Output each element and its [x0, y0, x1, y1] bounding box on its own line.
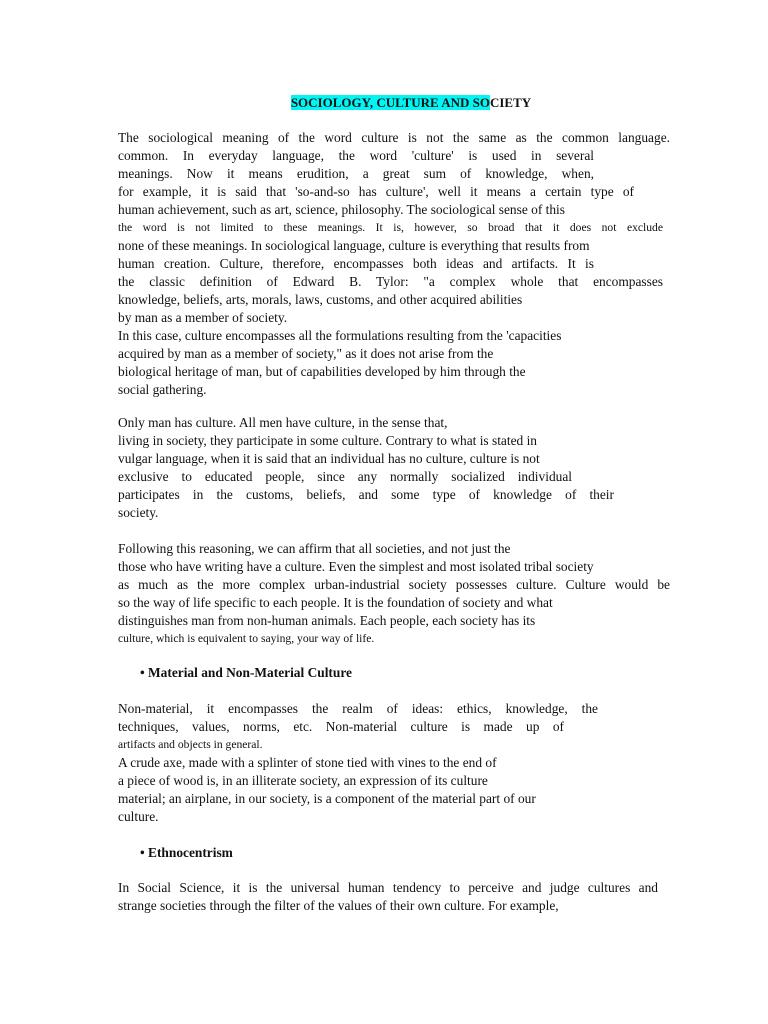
text-line: culture, which is equivalent to saying, your way of life. [118, 632, 375, 645]
text-line: knowledge, beliefs, arts, morals, laws, customs, and other acquired abilities [118, 292, 523, 307]
text-line: vulgar language, when it is said that an individual has no culture, culture is not [118, 451, 540, 466]
text-line: the classic definition of Edward B. Tylor: "a complex whole that encompasses [118, 274, 663, 289]
text-line: the word is not limited to these meanings. It is, however, so broad that it does not exclude [118, 221, 663, 234]
text-line: social gathering. [118, 382, 207, 397]
text-line: In this case, culture encompasses all the formulations resulting from the 'capacities [118, 328, 562, 343]
text-line: a piece of wood is, in an illiterate society, an expression of its culture [118, 773, 488, 788]
section-heading-material-culture: • Material and Non-Material Culture [140, 665, 352, 680]
text-line: society. [118, 505, 159, 520]
text-line: material; an airplane, in our society, is a component of the material part of our [118, 791, 536, 806]
text-line: living in society, they participate in some culture. Contrary to what is stated in [118, 433, 537, 448]
text-line: strange societies through the filter of the values of their own culture. For example, [118, 898, 559, 913]
text-line: human achievement, such as art, science, philosophy. The sociological sense of this [118, 202, 565, 217]
text-line: techniques, values, norms, etc. Non-material culture is made up of [118, 719, 564, 734]
paragraph-non-material-culture [118, 700, 670, 826]
text-line: A crude axe, made with a splinter of stone tied with vines to the end of [118, 755, 497, 770]
paragraph-culture-meaning [118, 129, 670, 399]
text-line: acquired by man as a member of society," as it does not arise from the [118, 346, 494, 361]
paragraph-all-societies [118, 540, 670, 648]
text-line: those who have writing have a culture. Even the simplest and most isolated tribal society [118, 559, 594, 574]
text-line: Only man has culture. All men have culture, in the sense that, [118, 415, 448, 430]
title-highlighted-part: SOCIOLOGY, CULTURE AND SO [290, 95, 490, 110]
text-line: none of these meanings. In sociological language, culture is everything that results from [118, 238, 590, 253]
text-line: meanings. Now it means erudition, a great sum of knowledge, when, [118, 166, 594, 181]
text-line: as much as the more complex urban-industrial society possesses culture. Culture would be [118, 577, 670, 592]
paragraph-only-man-has-culture [118, 414, 670, 522]
text-line: Non-material, it encompasses the realm of ideas: ethics, knowledge, the [118, 701, 598, 716]
text-line: so the way of life specific to each people. It is the foundation of society and what [118, 595, 553, 610]
text-line: distinguishes man from non-human animals. Each people, each society has its [118, 613, 536, 628]
title-rest: CIETY [489, 95, 532, 110]
text-line: human creation. Culture, therefore, encompasses both ideas and artifacts. It is [118, 256, 594, 271]
text-line: In Social Science, it is the universal human tendency to perceive and judge cultures and [118, 880, 658, 895]
text-line: for example, it is said that 'so-and-so has culture', well it means a certain type of [118, 184, 634, 199]
text-line: The sociological meaning of the word culture is not the same as the common language. [118, 130, 670, 145]
page-title [290, 94, 532, 111]
title-container [0, 94, 768, 112]
text-line: participates in the customs, beliefs, and some type of knowledge of their [118, 487, 614, 502]
text-line: biological heritage of man, but of capabilities developed by him through the [118, 364, 526, 379]
text-line: exclusive to educated people, since any normally socialized individual [118, 469, 572, 484]
section-heading-ethnocentrism: • Ethnocentrism [140, 845, 233, 860]
text-line: by man as a member of society. [118, 310, 288, 325]
text-line: common. In everyday language, the word 'culture' is used in several [118, 148, 594, 163]
text-line: culture. [118, 809, 159, 824]
paragraph-ethnocentrism [118, 879, 670, 915]
text-line: Following this reasoning, we can affirm that all societies, and not just the [118, 541, 511, 556]
text-line: artifacts and objects in general. [118, 738, 263, 751]
